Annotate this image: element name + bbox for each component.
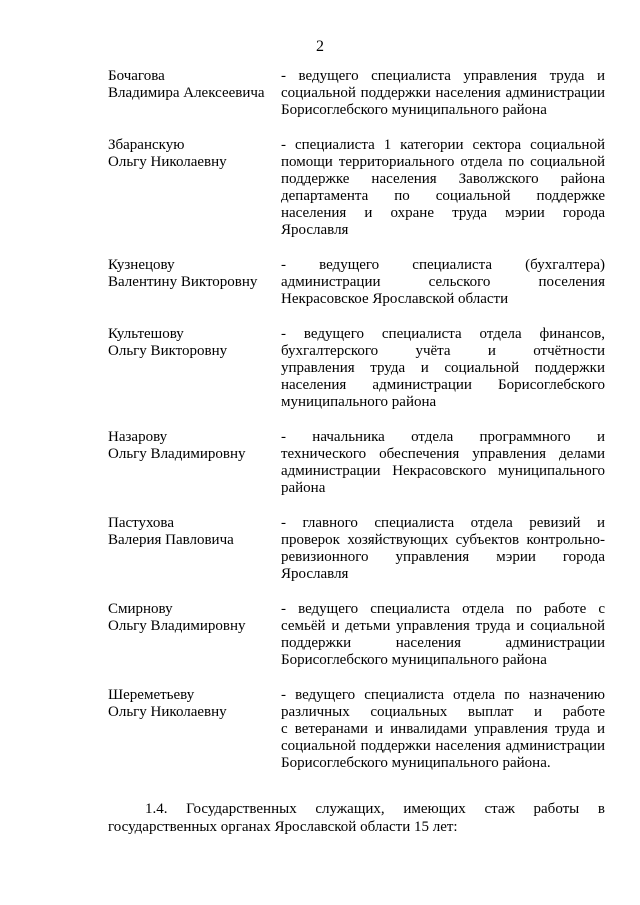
description-line: муниципального района (281, 394, 437, 410)
description-line: Ярославля (281, 566, 349, 582)
position-description (281, 257, 605, 308)
description-line: - ведущего специалиста управления труда и (281, 68, 605, 84)
description-line: - ведущего специалиста отдела по назначению (281, 687, 605, 703)
surname: Назарову (108, 429, 168, 445)
given-names: Ольгу Николаевну (108, 704, 227, 720)
description-line: Ярославля (281, 222, 349, 238)
description-line: поддержки населения администрации (281, 635, 605, 651)
description-line: - главного специалиста отдела ревизий и (281, 515, 605, 531)
list-entry (108, 257, 605, 308)
list-entry (108, 515, 605, 583)
given-names: Ольгу Николаевну (108, 154, 227, 170)
description-line: управления труда и социальной поддержки (281, 360, 605, 376)
position-description (281, 68, 605, 119)
given-names: Владимира Алексеевича (108, 85, 265, 101)
person-name (108, 326, 281, 411)
description-line: - ведущего специалиста отдела финансов, (281, 326, 605, 342)
description-line: с ветеранами и инвалидами управления труда и (281, 721, 605, 737)
surname: Культешову (108, 326, 184, 342)
given-names: Валерия Павловича (108, 532, 234, 548)
description-line: департамента по социальной поддержке (281, 188, 605, 204)
description-line: администрации Некрасовского муниципального (281, 463, 605, 479)
surname: Кузнецову (108, 257, 175, 273)
given-names: Ольгу Владимировну (108, 618, 246, 634)
position-description (281, 429, 605, 497)
person-name (108, 68, 281, 119)
description-line: Некрасовское Ярославской области (281, 291, 509, 307)
list-entry (108, 326, 605, 411)
given-names: Ольгу Владимировну (108, 446, 246, 462)
award-list (108, 68, 605, 790)
list-entry (108, 601, 605, 669)
paragraph-line: 1.4. Государственных служащих, имеющих стаж работы в (145, 801, 605, 817)
position-description (281, 137, 605, 239)
person-name (108, 137, 281, 239)
position-description (281, 687, 605, 772)
given-names: Валентину Викторовну (108, 274, 258, 290)
description-line: населения администрации Борисоглебского (281, 377, 605, 393)
list-entry (108, 429, 605, 497)
surname: Шереметьеву (108, 687, 195, 703)
description-line: Борисоглебского муниципального района (281, 652, 547, 668)
person-name (108, 257, 281, 308)
surname: Збаранскую (108, 137, 185, 153)
description-line: ревизионного управления мэрии города (281, 549, 605, 565)
description-line: - ведущего специалиста отдела по работе с (281, 601, 605, 617)
page-number: 2 (316, 38, 324, 55)
description-line: населения и охране труда мэрии города (281, 205, 605, 221)
description-line: технического обеспечения управления делами (281, 446, 605, 462)
description-line: помощи территориального отдела по социальной (281, 154, 605, 170)
description-line: социальной поддержки населения администрации (281, 738, 605, 754)
person-name (108, 515, 281, 583)
description-line: Борисоглебского муниципального района (281, 102, 547, 118)
description-line: - специалиста 1 категории сектора социальной (281, 137, 605, 153)
description-line: - ведущего специалиста (бухгалтера) (281, 257, 605, 273)
description-line: Борисоглебского муниципального района. (281, 755, 551, 771)
description-line: различных социальных выплат и работе (281, 704, 605, 720)
description-line: района (281, 480, 326, 496)
section-paragraph (108, 800, 605, 836)
description-line: проверок хозяйствующих субъектов контрольно- (281, 532, 605, 548)
given-names: Ольгу Викторовну (108, 343, 228, 359)
person-name (108, 429, 281, 497)
list-entry (108, 68, 605, 119)
position-description (281, 515, 605, 583)
surname: Бочагова (108, 68, 165, 84)
list-entry (108, 137, 605, 239)
description-line: администрации сельского поселения (281, 274, 605, 290)
person-name (108, 687, 281, 772)
description-line: поддержке населения Заволжского района (281, 171, 605, 187)
position-description (281, 601, 605, 669)
surname: Смирнову (108, 601, 173, 617)
description-line: семьёй и детьми управления труда и социальной (281, 618, 605, 634)
paragraph-line: государственных органах Ярославской области 15 лет: (108, 819, 458, 835)
description-line: бухгалтерского учёта и отчётности (281, 343, 605, 359)
description-line: - начальника отдела программного и (281, 429, 605, 445)
position-description (281, 326, 605, 411)
list-entry (108, 687, 605, 772)
description-line: социальной поддержки населения администрации (281, 85, 605, 101)
surname: Пастухова (108, 515, 174, 531)
person-name (108, 601, 281, 669)
